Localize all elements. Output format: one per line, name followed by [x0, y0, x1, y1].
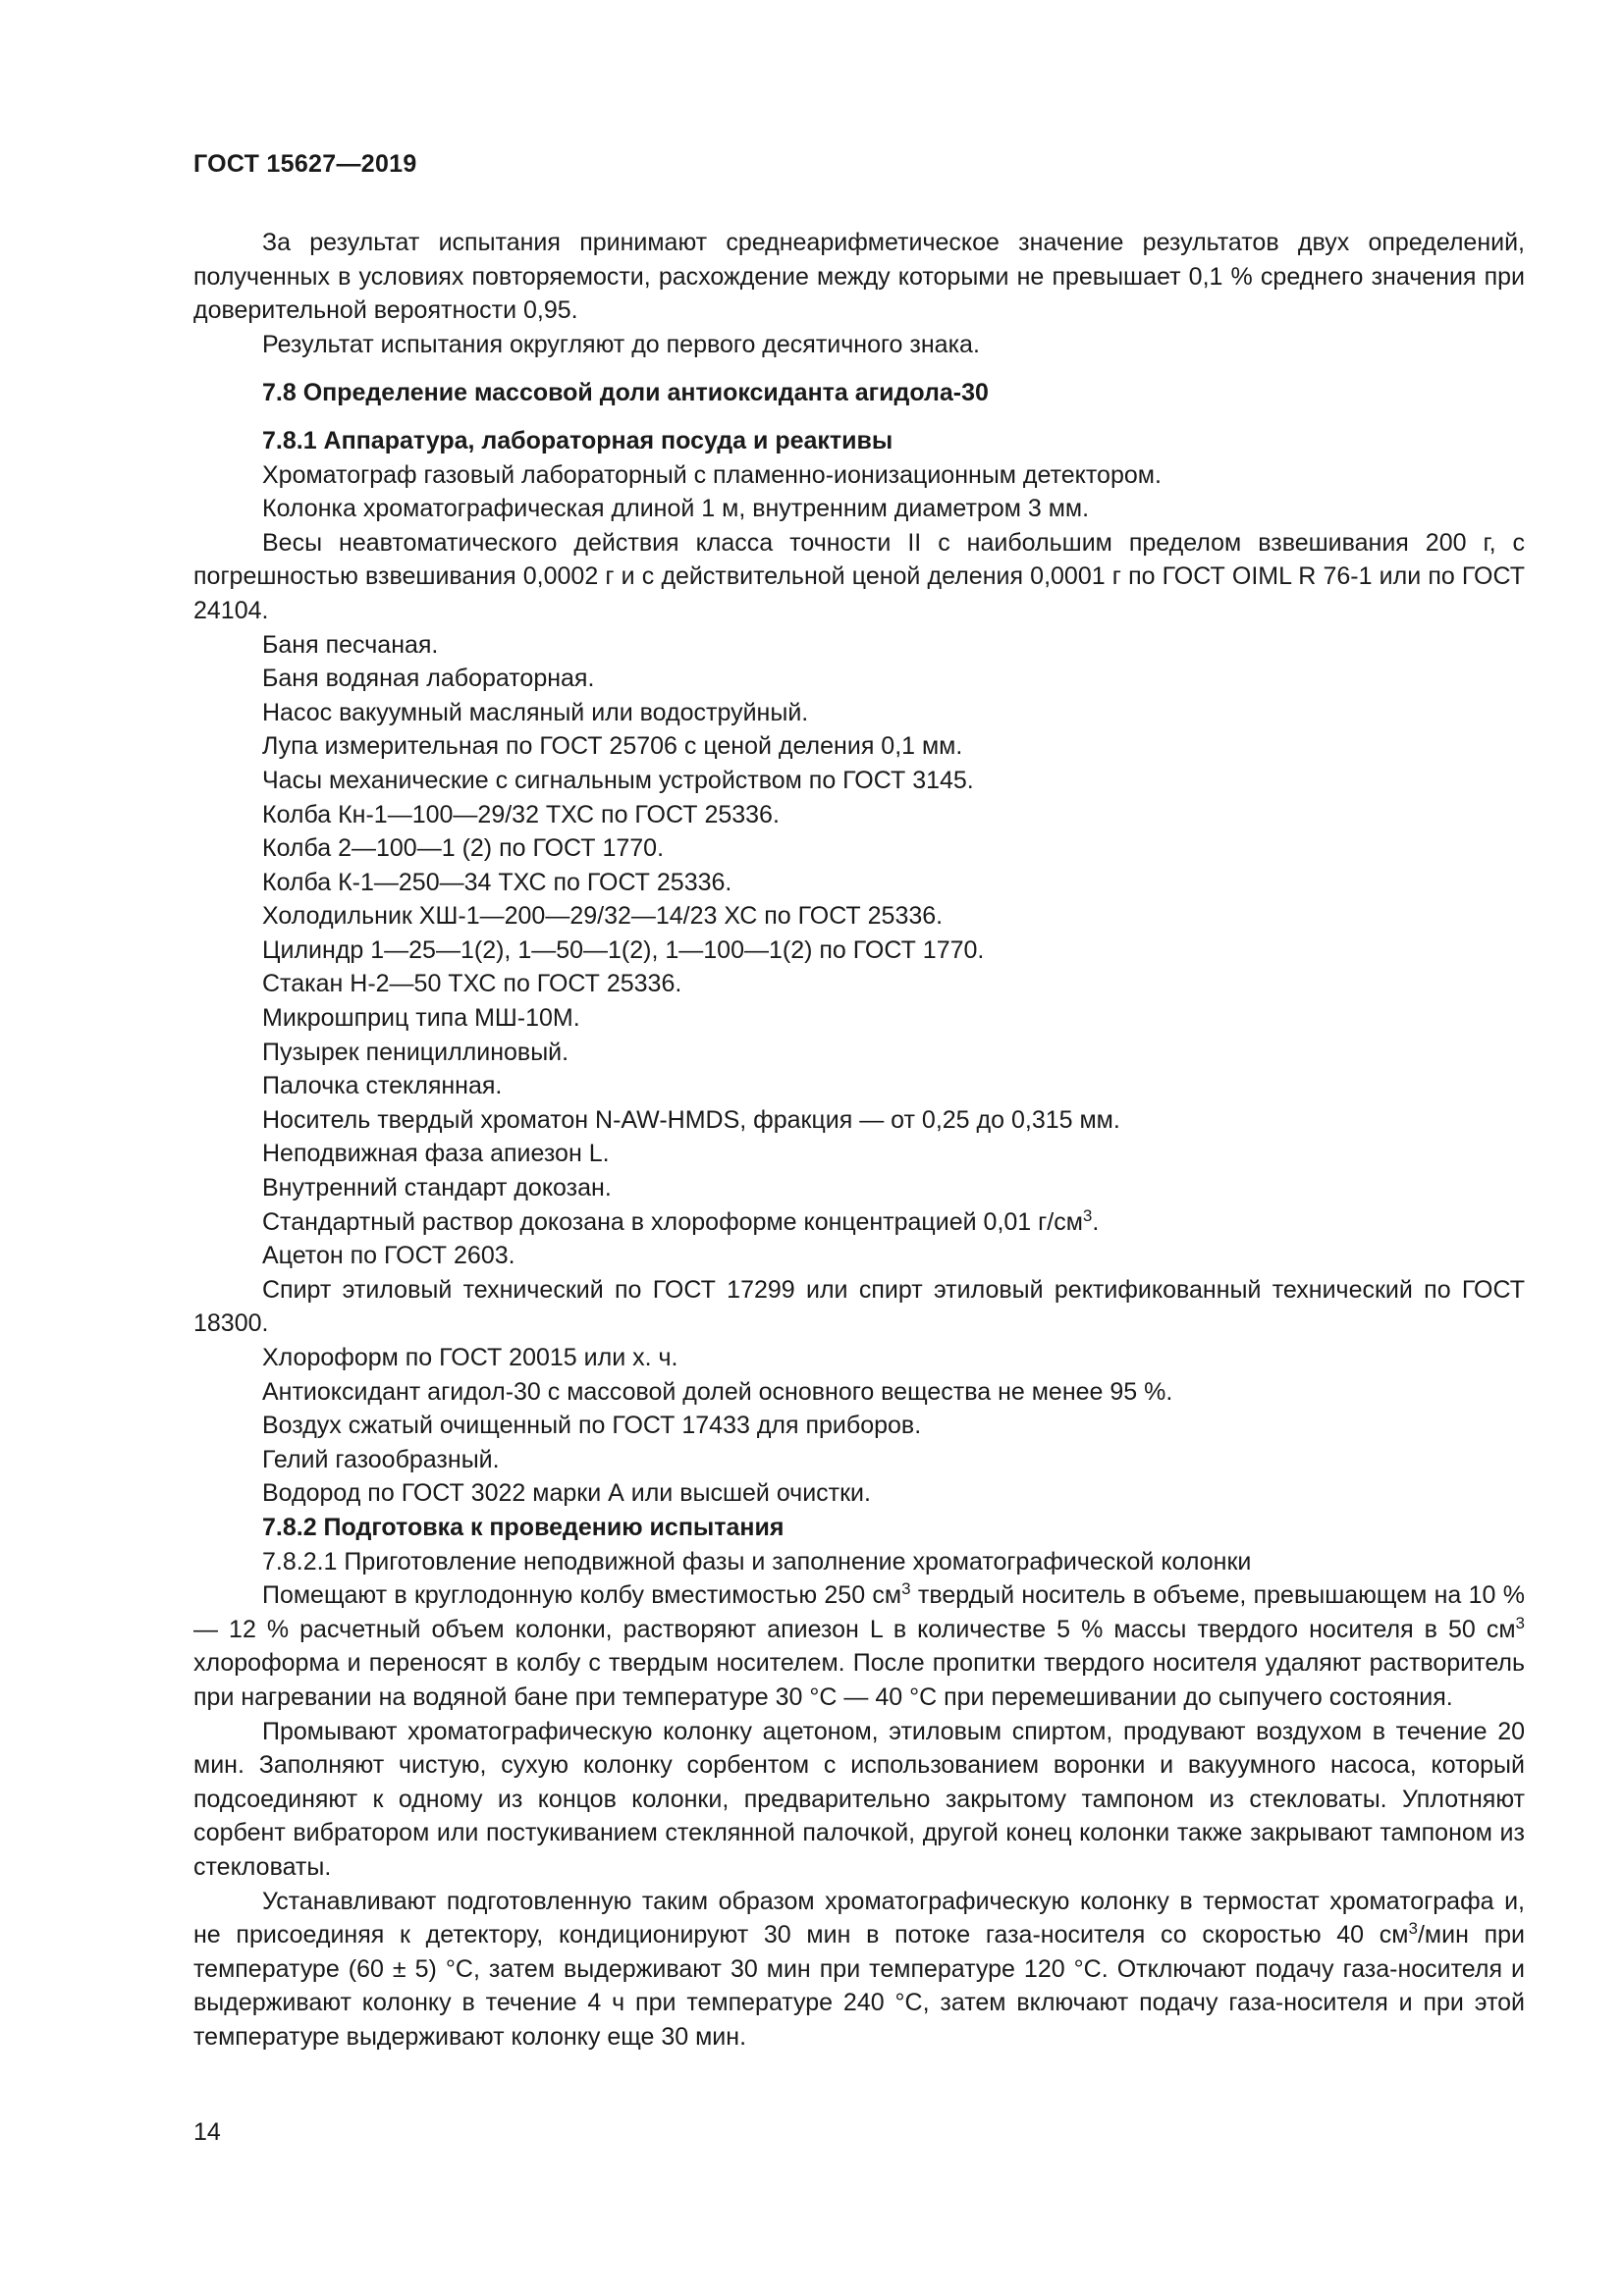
list-item: Неподвижная фаза апиезон L.	[262, 1140, 610, 1168]
list-item: Часы механические с сигнальным устройством по ГОСТ 3145.	[262, 766, 974, 794]
list-item: Колба Кн-1—100—29/32 ТХС по ГОСТ 25336.	[262, 800, 780, 828]
list-item: Колба К-1—250—34 ТХС по ГОСТ 25336.	[262, 868, 732, 896]
list-item: Хлороформ по ГОСТ 20015 или х. ч.	[262, 1344, 678, 1371]
superscript: 3	[1515, 1613, 1525, 1632]
paragraph-text: /мин при температуре (60 ± 5) °С, затем выдерживают 30 мин при температуре 120 °С. Отключают подачу газа-носителя и выдерживают колонку в течение 4 ч при температуре 240 °С, затем включают подачу газа-носителя и при этой температуре выдерживают колонку еще 30 мин.	[193, 1921, 1525, 2051]
list-item: Стакан Н-2—50 ТХС по ГОСТ 25336.	[262, 970, 682, 998]
paragraph-text: Помещают в круглодонную колбу вместимостью 250 см	[262, 1581, 902, 1610]
list-item: Спирт этиловый технический по ГОСТ 17299 или спирт этиловый ректификованный технический по ГОСТ 18300.	[193, 1275, 1525, 1338]
section-heading-7-8: 7.8 Определение массовой доли антиоксиданта агидола-30	[262, 379, 989, 407]
list-item: Баня водяная лабораторная.	[262, 665, 595, 693]
list-item: Палочка стеклянная.	[262, 1072, 503, 1100]
list-item: Пузырек пенициллиновый.	[262, 1038, 569, 1066]
superscript: 3	[901, 1579, 911, 1599]
paragraph-stationary-phase	[193, 1578, 1525, 1714]
paragraph-text: Устанавливают подготовленную таким образом хроматографическую колонку в термостат хроматографа и, не присоединяя к детектору, кондиционируют 30 мин в потоке газа-носителя со скоростью 40 см	[193, 1887, 1525, 1949]
paragraph-text: хлороформа и переносят в колбу с твердым носителем. После пропитки твердого носителя удаляют растворитель при нагревании на водяной бане при температуре 30 °С — 40 °С при перемешивании до сыпучего состояния.	[193, 1649, 1525, 1711]
list-item: Антиоксидант агидол-30 с массовой долей основного вещества не менее 95 %.	[262, 1377, 1173, 1406]
list-item: Водород по ГОСТ 3022 марки А или высшей очистки.	[262, 1479, 871, 1508]
paragraph-text: твердый носитель в объеме, превышающем на 10 % — 12 % расчетный объем колонки, растворяют апиезон L в количестве 5 % массы твердого носителя в 50 см	[193, 1581, 1525, 1643]
list-item: Холодильник ХШ-1—200—29/32—14/23 ХС по ГОСТ 25336.	[262, 902, 944, 931]
list-item: Цилиндр 1—25—1(2), 1—50—1(2), 1—100—1(2) по ГОСТ 1770.	[262, 935, 985, 964]
paragraph-column-conditioning	[193, 1885, 1525, 2055]
list-item: Баня песчаная.	[262, 630, 439, 659]
list-item: Воздух сжатый очищенный по ГОСТ 17433 для приборов.	[262, 1412, 922, 1440]
list-item-text: Стандартный раствор докозана в хлороформе концентрацией 0,01 г/см	[262, 1207, 1083, 1236]
document-header: ГОСТ 15627—2019	[193, 150, 417, 178]
section-heading-7-8-1: 7.8.1 Аппаратура, лабораторная посуда и реактивы	[262, 426, 893, 454]
list-item: Лупа измерительная по ГОСТ 25706 с ценой деления 0,1 мм.	[262, 732, 963, 761]
list-item: Ацетон по ГОСТ 2603.	[262, 1242, 515, 1270]
subsection-heading-7-8-2-1: 7.8.2.1 Приготовление неподвижной фазы и заполнение хроматографической колонки	[262, 1547, 1252, 1575]
list-item	[193, 1205, 1525, 1240]
list-item: Колонка хроматографическая длиной 1 м, внутренним диаметром 3 мм.	[262, 495, 1090, 523]
paragraph-rounding: Результат испытания округляют до первого десятичного знака.	[262, 330, 980, 358]
paragraph-column-filling: Промывают хроматографическую колонку ацетоном, этиловым спиртом, продувают воздухом в течение 20 мин. Заполняют чистую, сухую колонку сорбентом с использованием воронки и вакуумного насоса, который подсоединяют к одному из концов колонки, предварительно закрытому тампоном из стекловаты. Уплотняют сорбент вибратором или постукиванием стеклянной палочкой, другой конец колонки также закрывают тампоном из стекловаты.	[193, 1717, 1525, 1881]
list-item: Насос вакуумный масляный или водоструйный.	[262, 698, 809, 726]
paragraph-result: За результат испытания принимают среднеарифметическое значение результатов двух определений, полученных в условиях повторяемости, расхождение между которыми не превышает 0,1 % среднего значения при доверительной вероятности 0,95.	[193, 229, 1525, 325]
list-item: Хроматограф газовый лабораторный с пламенно-ионизационным детектором.	[262, 460, 1162, 489]
list-item: Носитель твердый хроматон N-AW-HMDS, фракция — от 0,25 до 0,315 мм.	[262, 1105, 1120, 1134]
list-item-text: .	[1092, 1207, 1100, 1236]
section-heading-7-8-2: 7.8.2 Подготовка к проведению испытания	[262, 1513, 785, 1541]
document-body	[193, 226, 1525, 2054]
list-item: Гелий газообразный.	[262, 1445, 500, 1473]
list-item: Внутренний стандарт докозан.	[262, 1174, 612, 1202]
page-number: 14	[193, 2118, 221, 2146]
list-item: Колба 2—100—1 (2) по ГОСТ 1770.	[262, 834, 665, 863]
list-item: Микрошприц типа МШ-10М.	[262, 1004, 580, 1033]
list-item: Весы неавтоматического действия класса точности II с наибольшим пределом взвешивания 200 г, с погрешностью взвешивания 0,0002 г и с действительной ценой деления 0,0001 г по ГОСТ OIML R 76-1 или по ГОСТ 24104.	[193, 528, 1525, 624]
superscript: 3	[1408, 1919, 1418, 1939]
superscript: 3	[1082, 1205, 1093, 1225]
